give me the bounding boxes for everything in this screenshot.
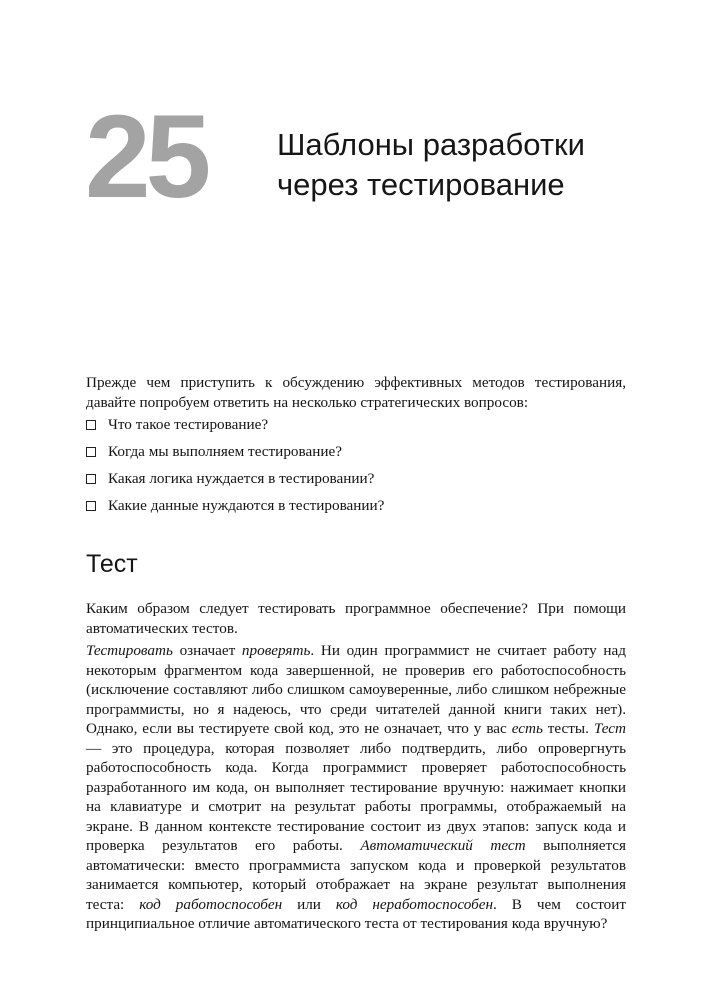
emphasis-text: проверять — [241, 642, 311, 659]
emphasis-text: есть — [511, 720, 543, 737]
question-text: Какая логика нуждается в тестировании? — [108, 470, 375, 487]
question-text: Какие данные нуждаются в тестировании? — [108, 497, 385, 514]
paragraph-text: — это процедура, которая позволяет либо подтвердить, либо опровергнуть работоспособность кода. Когда программист проверяет работоспособность разработанного им кода, он выполняет тестирование вручную: нажимает кнопки на клавиатуре и смотрит на результат работы программы, отображаемый на экране. В данном контексте тестирование состоит из двух этапов: запуск кода и проверка результатов его работы. — [86, 739, 626, 854]
question-list — [86, 415, 626, 523]
section-heading: Тест — [86, 550, 138, 578]
paragraph-2 — [86, 641, 626, 934]
intro-paragraph: Прежде чем приступить к обсуждению эффективных методов тестирования, давайте попробуем ответить на несколько стратегических вопросов: — [86, 374, 626, 411]
paragraph-text: тесты. — [542, 720, 594, 737]
question-text: Что такое тестирование? — [108, 416, 269, 433]
chapter-title — [277, 125, 585, 205]
emphasis-text: код работоспособен — [139, 895, 283, 913]
question-text: Когда мы выполняем тестирование? — [108, 443, 342, 460]
list-item — [86, 442, 626, 469]
paragraph-text: . Ни один программист не считает работу над некоторым фрагментом кода завершенной, не проверив его работоспособность (исключение составляют либо слишком самоуверенные, либо слишком небрежные программисты, но я надеюсь, что среди читателей данной книги таких нет). Однако, если вы тестируете свой код, это не означает, что у вас — [86, 642, 626, 737]
checkbox-bullet-icon — [86, 420, 96, 430]
paragraph-1: Каким образом следует тестировать программное обеспечение? При помощи автоматических тестов. — [86, 600, 626, 637]
chapter-number: 25 — [85, 91, 207, 223]
chapter-title-line-1: Шаблоны разработки — [277, 127, 585, 162]
list-item — [86, 415, 626, 442]
emphasis-text: Автоматический тест — [360, 837, 526, 854]
paragraph-text: выполняется автоматически: вместо программиста запуском кода и проверкой результатов занимается компьютер, который отображает на экране результат выполнения теста: — [86, 837, 626, 913]
list-item — [86, 469, 626, 496]
emphasis-text: Тестировать — [86, 642, 173, 659]
checkbox-bullet-icon — [86, 501, 96, 511]
checkbox-bullet-icon — [86, 474, 96, 484]
paragraph-text: или — [282, 895, 336, 913]
paragraph-text: означает — [172, 642, 242, 659]
paragraph-text: . В чем состоит принципиальное отличие автоматического теста от тестирования кода вручную? — [86, 895, 626, 932]
emphasis-text: код неработоспособен — [335, 895, 494, 913]
chapter-title-line-2: через тестирование — [277, 167, 565, 202]
checkbox-bullet-icon — [86, 447, 96, 457]
list-item — [86, 496, 626, 523]
emphasis-text: Тест — [593, 720, 627, 737]
